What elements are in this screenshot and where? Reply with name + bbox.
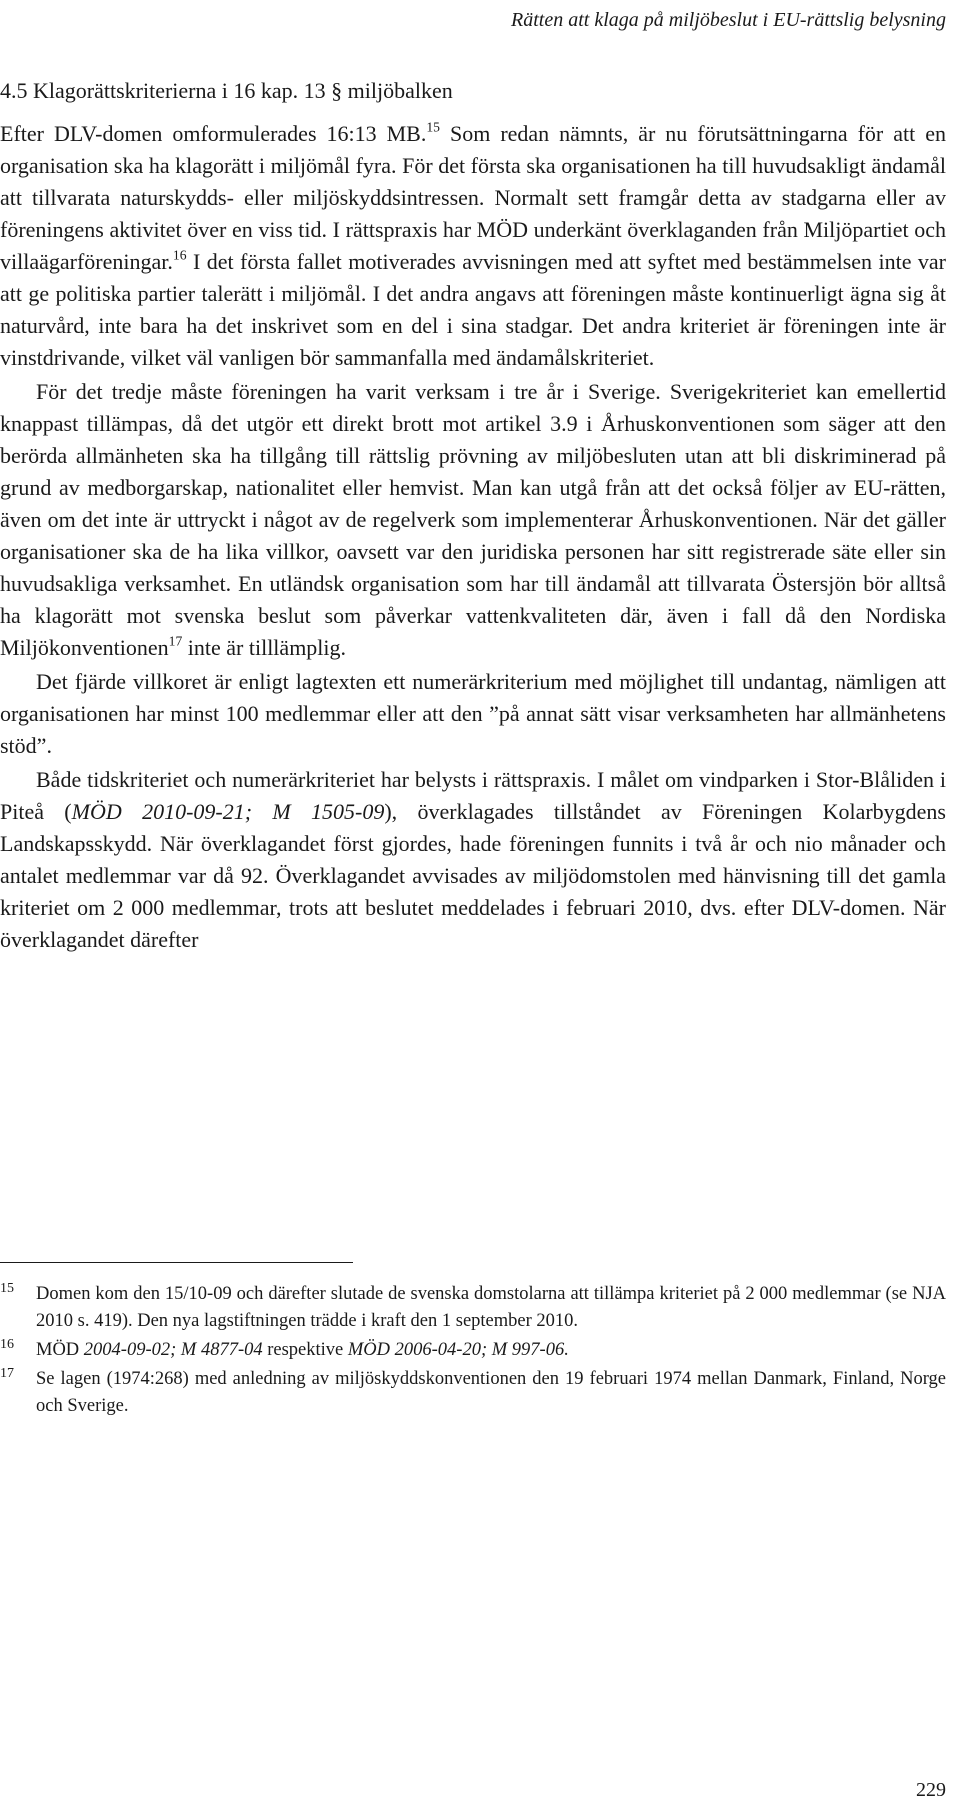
running-title: Rätten att klaga på miljöbeslut i EU-rättslig belysning (511, 9, 946, 31)
main-text (0, 118, 946, 958)
paragraph-1: Efter DLV-domen omformulerades 16:13 MB.$^{15}$ Som redan nämnts, är nu förutsättningarna för att en organisation ska ha klagorätt i miljömål fyra. För det första ska organisationen ha till huvudsakligt ändamål att tillvarata naturskydds- eller miljöskyddsintressen. Normalt sett framgår detta av stadgarna eller av föreningens aktivitet över en viss tid. I rättspraxis har MÖD underkänt överklaganden från Miljöpartiet och villaägarföreningar.$^{16}$ I det första fallet motiverades avvisningen med att syftet med bestämmelsen inte var att ge politiska partier talerätt i miljömål. I det andra angavs att föreningen måste kontinuerligt ägna sig åt naturvård, inte bara ha det inskrivet som en del i sina stadgar. Det andra kriteriet är föreningen inte är vinstdrivande, vilket väl vanligen bör sammanfalla med ändamålskriteriet. (0, 119, 946, 370)
paragraph-4: Både tidskriteriet och numerärkriteriet har belysts i rättspraxis. I målet om vindparken i Stor-Blåliden i Piteå (MÖD 2010-09-21; M 1505-09), överklagades tillståndet av Föreningen Kolarbygdens Landskapsskydd. När överklagandet först gjordes, hade föreningen funnits i två år och nio månader och antalet medlemmar var då 92. Överklagandet avvisades av miljödomstolen med hänvisning till det gamla kriteriet om 2 000 medlemmar, trots att beslutet meddelades i februari 2010, dvs. efter DLV-domen. När överklagandet därefter (0, 767, 946, 952)
page-number: 229 (916, 1779, 946, 1801)
footnotes (0, 1281, 946, 1422)
section-heading: 4.5 Klagorättskriterierna i 16 kap. 13 § miljöbalken (0, 78, 453, 103)
footnote-15 (0, 1281, 946, 1335)
footnote-divider (0, 1262, 353, 1263)
case-citation: MÖD 2010-09-21; M 1505-09 (71, 799, 385, 824)
paragraph-3: Det fjärde villkoret är enligt lagtexten ett numerärkriterium med möjlighet till undantag, nämligen att organisationen har minst 100 medlemmar eller att den ”på annat sätt visar verksamheten har allmänhetens stöd”. (0, 669, 946, 758)
footnote-17 (0, 1366, 946, 1420)
footnote-text: Domen kom den 15/10-09 och därefter slutade de svenska domstolarna att tillämpa kriteriet på 2 000 medlemmar (se NJA 2010 s. 419). Den nya lagstiftningen trädde i kraft den 1 september 2010. (36, 1284, 946, 1331)
running-header (0, 0, 946, 38)
footnote-number: 15 (0, 1281, 14, 1296)
footnote-16: 16 MÖD 2004-09-02; M 4877-04 respektive MÖD 2006-04-20; M 997-06. (0, 1337, 946, 1364)
footnote-ref-16[interactable]: 16 (172, 247, 187, 263)
footnote-number: 16 (0, 1337, 14, 1352)
footnote-citation: MÖD 2006-04-20; M 997-06. (347, 1340, 569, 1360)
footnote-number: 17 (0, 1366, 14, 1381)
footnote-ref-15[interactable]: 15 (426, 119, 440, 135)
footnote-ref-17[interactable]: 17 (168, 633, 183, 649)
paragraph-2: För det tredje måste föreningen ha varit verksam i tre år i Sverige. Sverigekriteriet kan emellertid knappast tillämpas, då det utgör ett direkt brott mot artikel 3.9 i Århuskonventionen som säger att den berörda allmänheten ska ha tillgång till rättslig prövning av miljöbesluten utan att bli diskriminerad på grund av medborgarskap, nationalitet eller hemvist. Man kan utgå från att det också följer av EU-rätten, även om det inte är uttryckt i något av de regelverk som implementerar Århuskonventionen. När det gäller organisationer ska de ha lika villkor, oavsett var den juridiska personen har sitt registrerade säte eller sin huvudsakliga verksamhet. En utländsk organisation som har till ändamål att tillvarata Östersjön bör alltså ha klagorätt mot svenska beslut som påverkar vattenkvaliteten där, även i fall då den Nordiska Miljökonventionen$^{17}$ inte är tilllämplig. (0, 379, 946, 660)
footnote-text: Se lagen (1974:268) med anledning av miljöskyddskonventionen den 19 februari 1974 mellan Danmark, Finland, Norge och Sverige. (36, 1369, 946, 1416)
footnote-citation: 2004-09-02; M 4877-04 (83, 1340, 263, 1360)
